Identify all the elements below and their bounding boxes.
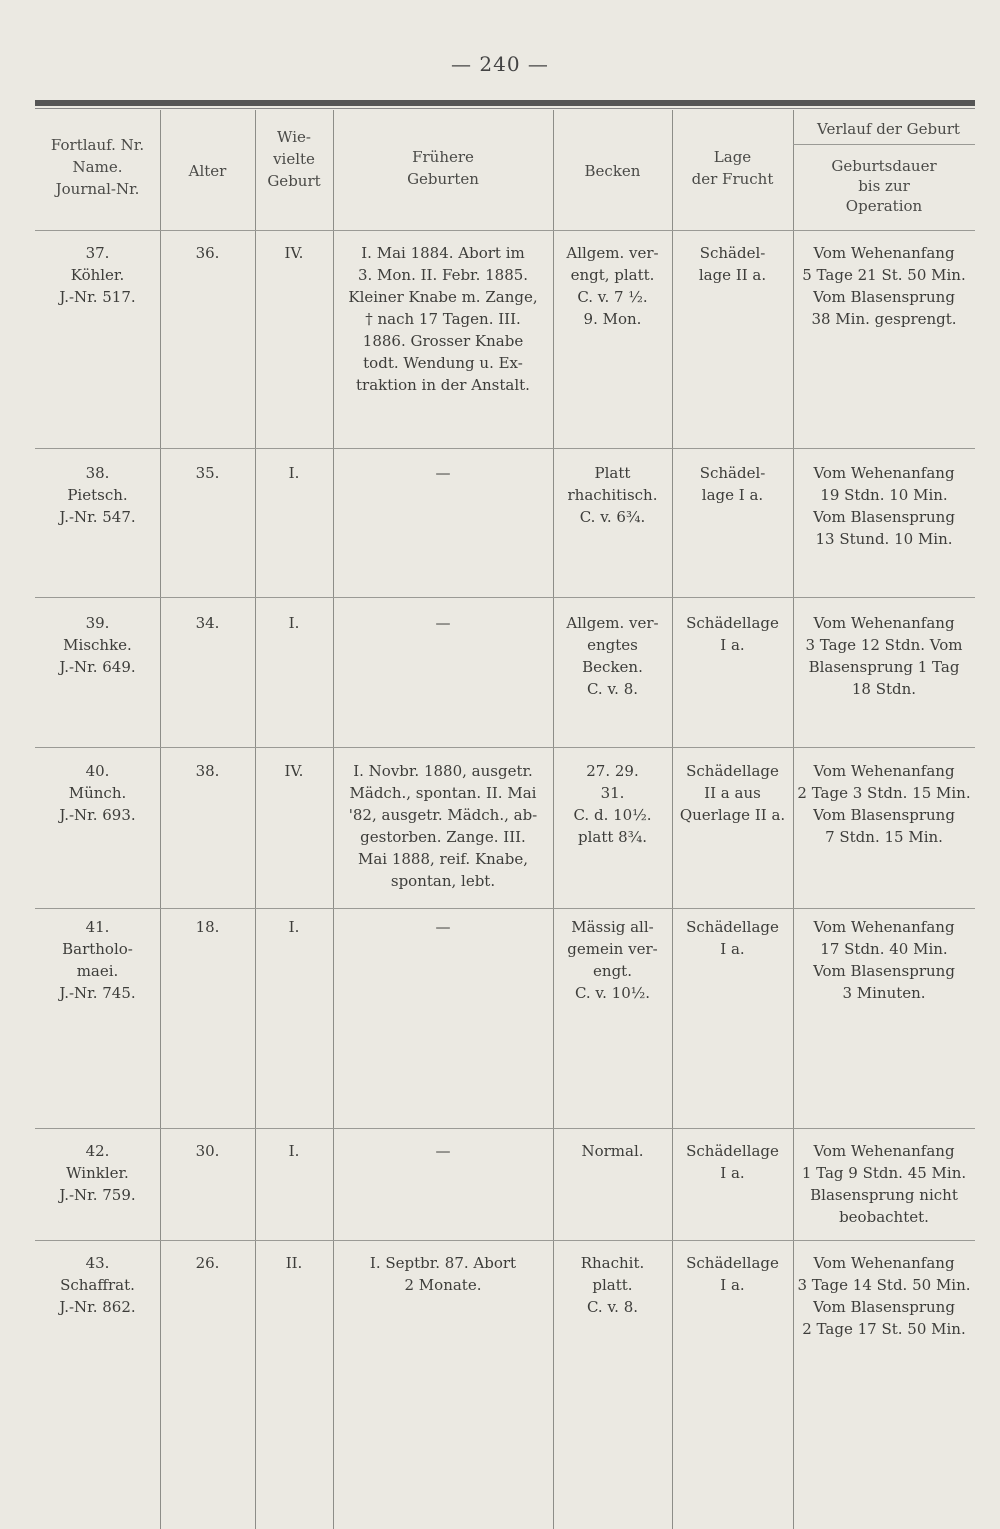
text-line: 3 Tage 14 Std. 50 Min. [797, 1276, 971, 1294]
text-line: Allgem. ver- [566, 244, 659, 262]
text-line: Schädel- [699, 244, 766, 262]
text-line: 1886. Grosser Knabe [362, 332, 524, 350]
text-line: Platt [594, 464, 631, 482]
text-line: C. d. 10½. [573, 806, 652, 824]
text-line: engtes [587, 636, 638, 654]
text-line: lage I a. [701, 486, 764, 504]
row-name: Bartholo- [62, 940, 133, 958]
row-becken [553, 462, 672, 528]
row-separator [35, 747, 975, 748]
text-line: '82, ausgetr. Mädch., ab- [348, 806, 538, 824]
text-line: Vom Wehenanfang [813, 614, 955, 632]
row-separator [35, 1128, 975, 1129]
text-line: C. v. 6¾. [579, 508, 646, 526]
text-line: Vom Wehenanfang [813, 918, 955, 936]
text-line: todt. Wendung u. Ex- [363, 354, 523, 372]
text-line: 1 Tag 9 Stdn. 45 Min. [801, 1164, 967, 1182]
row-becken [553, 612, 672, 700]
row-fruehere [333, 916, 553, 938]
header-line: Geburtsdauer [831, 157, 937, 175]
header-line: Wie- [277, 128, 311, 146]
text-line: C. v. 10½. [574, 984, 651, 1002]
row-alter: 38. [195, 762, 220, 780]
row-journal: J.-Nr. 862. [59, 1298, 136, 1316]
header-rule-thin [35, 108, 975, 109]
column-divider [333, 110, 334, 1529]
header-line: der Frucht [691, 170, 774, 188]
row-separator [35, 597, 975, 598]
text-line: rhachitisch. [567, 486, 658, 504]
row-lage [672, 1252, 793, 1296]
text-line: 31. [600, 784, 625, 802]
text-line: traktion in der Anstalt. [356, 376, 530, 394]
text-line: Mässig all- [571, 918, 654, 936]
text-line: 3 Minuten. [842, 984, 926, 1002]
text-line: I. Mai 1884. Abort im [361, 244, 525, 262]
text-line: Schädellage [686, 918, 779, 936]
row-number: 39. [85, 614, 110, 632]
row-number: 42. [85, 1142, 110, 1160]
dash: — [435, 1142, 451, 1160]
row-id [35, 1252, 160, 1318]
header-becken-column [553, 160, 672, 182]
row-geburt: I. [288, 614, 300, 632]
row-id [35, 760, 160, 826]
row-id [35, 462, 160, 528]
header-line: Journal-Nr. [55, 180, 140, 198]
row-journal: J.-Nr. 745. [59, 984, 136, 1002]
text-line: I a. [720, 1276, 745, 1294]
row-name: Köhler. [70, 266, 125, 284]
row-alter: 36. [195, 244, 220, 262]
header-bottom-line [35, 230, 975, 231]
text-line: Vom Blasensprung [813, 1298, 955, 1316]
header-line: Geburt [267, 172, 321, 190]
text-line: 27. 29. [586, 762, 639, 780]
row-geburt: I. [288, 1142, 300, 1160]
row-fruehere [333, 612, 553, 634]
text-line: I. Novbr. 1880, ausgetr. [353, 762, 533, 780]
text-line: C. v. 8. [586, 1298, 639, 1316]
row-alter: 26. [195, 1254, 220, 1272]
header-geburt-column [255, 126, 333, 192]
row-becken [553, 760, 672, 848]
row-dauer [793, 462, 975, 550]
header-group-line [793, 144, 975, 145]
text-line: Vom Blasensprung [813, 806, 955, 824]
row-becken [553, 916, 672, 1004]
text-line: Vom Blasensprung [813, 508, 955, 526]
row-dauer [793, 916, 975, 1004]
text-line: I a. [720, 940, 745, 958]
text-line: gemein ver- [567, 940, 658, 958]
row-number: 41. [85, 918, 110, 936]
row-fruehere [333, 462, 553, 484]
row-becken [553, 242, 672, 330]
row-number: 37. [85, 244, 110, 262]
header-line: bis zur [858, 177, 910, 195]
text-line: 7 Stdn. 15 Min. [825, 828, 943, 846]
header-line: Alter [188, 162, 227, 180]
text-line: gestorben. Zange. III. [360, 828, 526, 846]
text-line: 9. Mon. [583, 310, 642, 328]
text-line: engt. [593, 962, 632, 980]
text-line: 2 Tage 17 St. 50 Min. [802, 1320, 966, 1338]
text-line: Vom Blasensprung [813, 962, 955, 980]
text-line: 13 Stund. 10 Min. [815, 530, 953, 548]
row-dauer [793, 612, 975, 700]
text-line: I a. [720, 636, 745, 654]
row-journal: J.-Nr. 759. [59, 1186, 136, 1204]
text-line: 38 Min. gesprengt. [811, 310, 957, 328]
column-divider [160, 110, 161, 1529]
text-line: Vom Wehenanfang [813, 1142, 955, 1160]
row-becken [553, 1252, 672, 1318]
header-line: Becken [584, 162, 641, 180]
text-line: C. v. 7 ½. [577, 288, 648, 306]
row-fruehere [340, 242, 546, 396]
header-line: Operation [845, 197, 923, 215]
row-separator [35, 908, 975, 909]
dash: — [435, 918, 451, 936]
header-line: Fortlauf. Nr. [50, 136, 145, 154]
header-line: Geburten [407, 170, 479, 188]
text-line: platt. [592, 1276, 633, 1294]
text-line: Normal. [581, 1142, 644, 1160]
row-dauer [793, 1252, 975, 1340]
row-geburt: IV. [284, 762, 304, 780]
row-separator [35, 448, 975, 449]
text-line: Allgem. ver- [566, 614, 659, 632]
text-line: Schädellage [686, 762, 779, 780]
column-divider [255, 110, 256, 1529]
row-becken [553, 1140, 672, 1162]
text-line: Blasensprung 1 Tag [808, 658, 960, 676]
row-id [35, 1140, 160, 1206]
row-number: 38. [85, 464, 110, 482]
row-fruehere [340, 760, 546, 892]
text-line: Becken. [582, 658, 643, 676]
row-dauer [793, 1140, 975, 1228]
row-lage [672, 916, 793, 960]
header-line: Name. [72, 158, 123, 176]
text-line: Vom Wehenanfang [813, 1254, 955, 1272]
header-id-column [35, 134, 160, 200]
row-name: Schaffrat. [60, 1276, 135, 1294]
text-line: platt 8¾. [577, 828, 648, 846]
row-lage [672, 242, 793, 286]
text-line: Schädel- [699, 464, 766, 482]
row-name: Mischke. [63, 636, 132, 654]
dash: — [435, 464, 451, 482]
row-name: maei. [76, 962, 119, 980]
row-alter: 30. [195, 1142, 220, 1160]
text-line: Vom Wehenanfang [813, 762, 955, 780]
text-line: 2 Monate. [404, 1276, 482, 1294]
header-dauer-column [793, 156, 975, 216]
row-name: Münch. [68, 784, 127, 802]
row-geburt: IV. [284, 244, 304, 262]
header-rule-thick [35, 100, 975, 106]
page-number: — 240 — [451, 52, 549, 76]
row-lage [672, 1140, 793, 1184]
row-geburt: I. [288, 464, 300, 482]
row-lage [672, 760, 793, 826]
row-fruehere [333, 1252, 553, 1296]
text-line: 3 Tage 12 Stdn. Vom [805, 636, 963, 654]
row-id [35, 612, 160, 678]
header-line: vielte [273, 150, 315, 168]
row-fruehere [333, 1140, 553, 1162]
text-line: C. v. 8. [586, 680, 639, 698]
row-dauer [793, 242, 975, 330]
row-journal: J.-Nr. 649. [59, 658, 136, 676]
text-line: Blasensprung nicht [810, 1186, 958, 1204]
text-line: Kleiner Knabe m. Zange, [348, 288, 538, 306]
text-line: Mädch., spontan. II. Mai [349, 784, 537, 802]
text-line: 2 Tage 3 Stdn. 15 Min. [797, 784, 971, 802]
header-fruehere-column [333, 146, 553, 190]
text-line: engt, platt. [570, 266, 655, 284]
row-geburt: I. [288, 918, 300, 936]
text-line: Querlage II a. [679, 806, 786, 824]
text-line: I. Septbr. 87. Abort [369, 1254, 517, 1272]
text-line: 3. Mon. II. Febr. 1885. [357, 266, 529, 284]
row-geburt: II. [285, 1254, 303, 1272]
row-number: 40. [85, 762, 110, 780]
header-lage-column [672, 146, 793, 190]
dash: — [435, 614, 451, 632]
row-dauer [793, 760, 975, 848]
row-name: Winkler. [66, 1164, 129, 1182]
row-lage [672, 612, 793, 656]
text-line: 18 Stdn. [851, 680, 917, 698]
text-line: beobachtet. [839, 1208, 929, 1226]
text-line: Vom Blasensprung [813, 288, 955, 306]
text-line: I a. [720, 1164, 745, 1182]
row-alter: 35. [195, 464, 220, 482]
row-journal: J.-Nr. 547. [59, 508, 136, 526]
text-line: spontan, lebt. [390, 872, 496, 890]
row-lage [672, 462, 793, 506]
text-line: 17 Stdn. 40 Min. [820, 940, 948, 958]
row-id [35, 242, 160, 308]
text-line: Rhachit. [580, 1254, 645, 1272]
row-id [35, 916, 160, 1004]
text-line: 19 Stdn. 10 Min. [820, 486, 948, 504]
text-line: Schädellage [686, 614, 779, 632]
header-verlauf-group: Verlauf der Geburt [817, 120, 960, 138]
text-line: Vom Wehenanfang [813, 244, 955, 262]
row-alter: 34. [195, 614, 220, 632]
text-line: II a aus [704, 784, 761, 802]
text-line: lage II a. [698, 266, 767, 284]
row-name: Pietsch. [67, 486, 128, 504]
text-line: Vom Wehenanfang [813, 464, 955, 482]
text-line: Mai 1888, reif. Knabe, [357, 850, 529, 868]
header-line: Lage [713, 148, 752, 166]
row-alter: 18. [195, 918, 220, 936]
row-number: 43. [85, 1254, 110, 1272]
text-line: Schädellage [686, 1254, 779, 1272]
row-journal: J.-Nr. 693. [59, 806, 136, 824]
row-journal: J.-Nr. 517. [59, 288, 136, 306]
row-separator [35, 1240, 975, 1241]
text-line: † nach 17 Tagen. III. [365, 310, 521, 328]
header-alter-column [160, 160, 255, 182]
text-line: 5 Tage 21 St. 50 Min. [802, 266, 966, 284]
header-line: Frühere [412, 148, 474, 166]
text-line: Schädellage [686, 1142, 779, 1160]
